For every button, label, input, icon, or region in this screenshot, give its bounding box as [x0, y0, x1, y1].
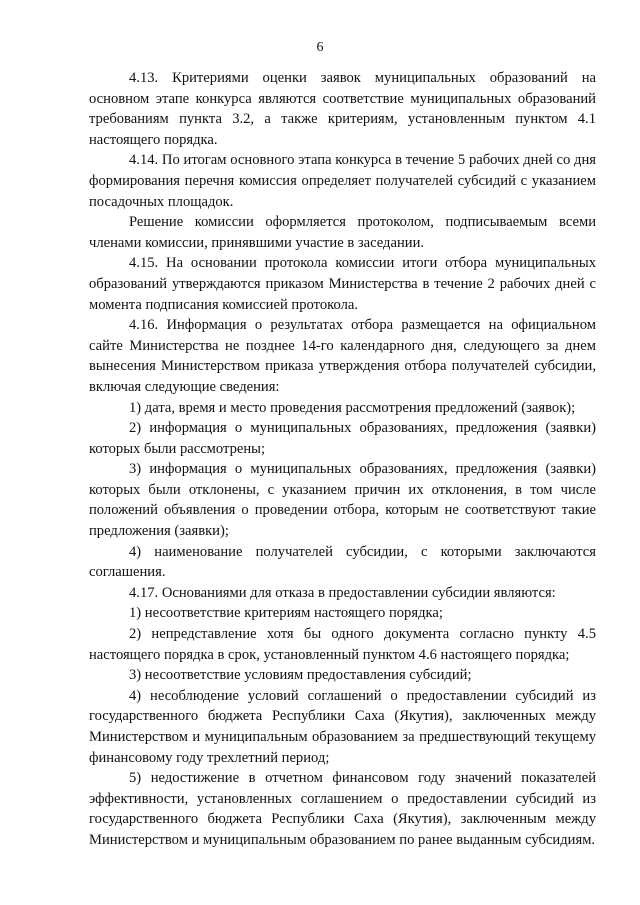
list-item-4-16-3: 3) информация о муниципальных образованиях, предложения (заявки) которых были отклонены, с указанием причин их отклонения, в том числе положений объявления о проведении отбора, которым не соответствуют такие предложения (заявки);	[89, 461, 596, 540]
document-body	[89, 68, 596, 851]
list-item-4-16-4: 4) наименование получателей субсидии, с которыми заключаются соглашения.	[89, 543, 596, 581]
list-item-4-17-1: 1) несоответствие критериям настоящего порядка;	[129, 605, 443, 622]
list-item-4-16-2: 2) информация о муниципальных образованиях, предложения (заявки) которых были рассмотрены;	[89, 420, 596, 457]
list-item-4-17-2: 2) непредставление хотя бы одного документа согласно пункту 4.5 настоящего порядка в срок, установленный пунктом 4.6 настоящего порядка;	[89, 626, 596, 663]
paragraph-4-14: 4.14. По итогам основного этапа конкурса в течение 5 рабочих дней со дня формирования перечня комиссия определяет получателей субсидий с указанием посадочных площадок.	[89, 152, 596, 210]
list-item-4-17-4: 4) несоблюдение условий соглашений о предоставлении субсидий из государственного бюджета Республики Саха (Якутия), заключенных между Министерством и муниципальным образованием за предшествующий текущему финансовому году трехлетний период;	[89, 687, 596, 766]
paragraph-4-15: 4.15. На основании протокола комиссии итоги отбора муниципальных образований утверждаются приказом Министерства в течение 2 рабочих дней с момента подписания комиссией протокола.	[89, 255, 596, 313]
paragraph-4-16: 4.16. Информация о результатах отбора размещается на официальном сайте Министерства не позднее 14-го календарного дня, следующего за днем вынесения Министерством приказа утверждения отбора получателей субсидии, включая следующие сведения:	[89, 317, 596, 395]
paragraph-4-17: 4.17. Основаниями для отказа в предоставлении субсидии являются:	[129, 584, 556, 601]
list-item-4-17-5: 5) недостижение в отчетном финансовом году значений показателей эффективности, установленных соглашением о предоставлении субсидий из государственного бюджета Республики Саха (Якутия), заключенным между Министерством и муниципальным образованием по ранее выданным субсидиям.	[89, 770, 596, 848]
paragraph-commission-decision: Решение комиссии оформляется протоколом, подписываемым всеми членами комиссии, принявшими участие в заседании.	[89, 214, 596, 251]
paragraph-4-13: 4.13. Критериями оценки заявок муниципальных образований на основном этапе конкурса являются соответствие муниципальных образований требованиям пункта 3.2, а также критериям, установленным пунктом 4.1 настоящего порядка.	[89, 70, 596, 148]
list-item-4-17-3: 3) несоответствие условиям предоставления субсидий;	[129, 667, 472, 684]
list-item-4-16-1: 1) дата, время и место проведения рассмотрения предложений (заявок);	[129, 399, 576, 416]
page-number: 6	[316, 40, 324, 55]
